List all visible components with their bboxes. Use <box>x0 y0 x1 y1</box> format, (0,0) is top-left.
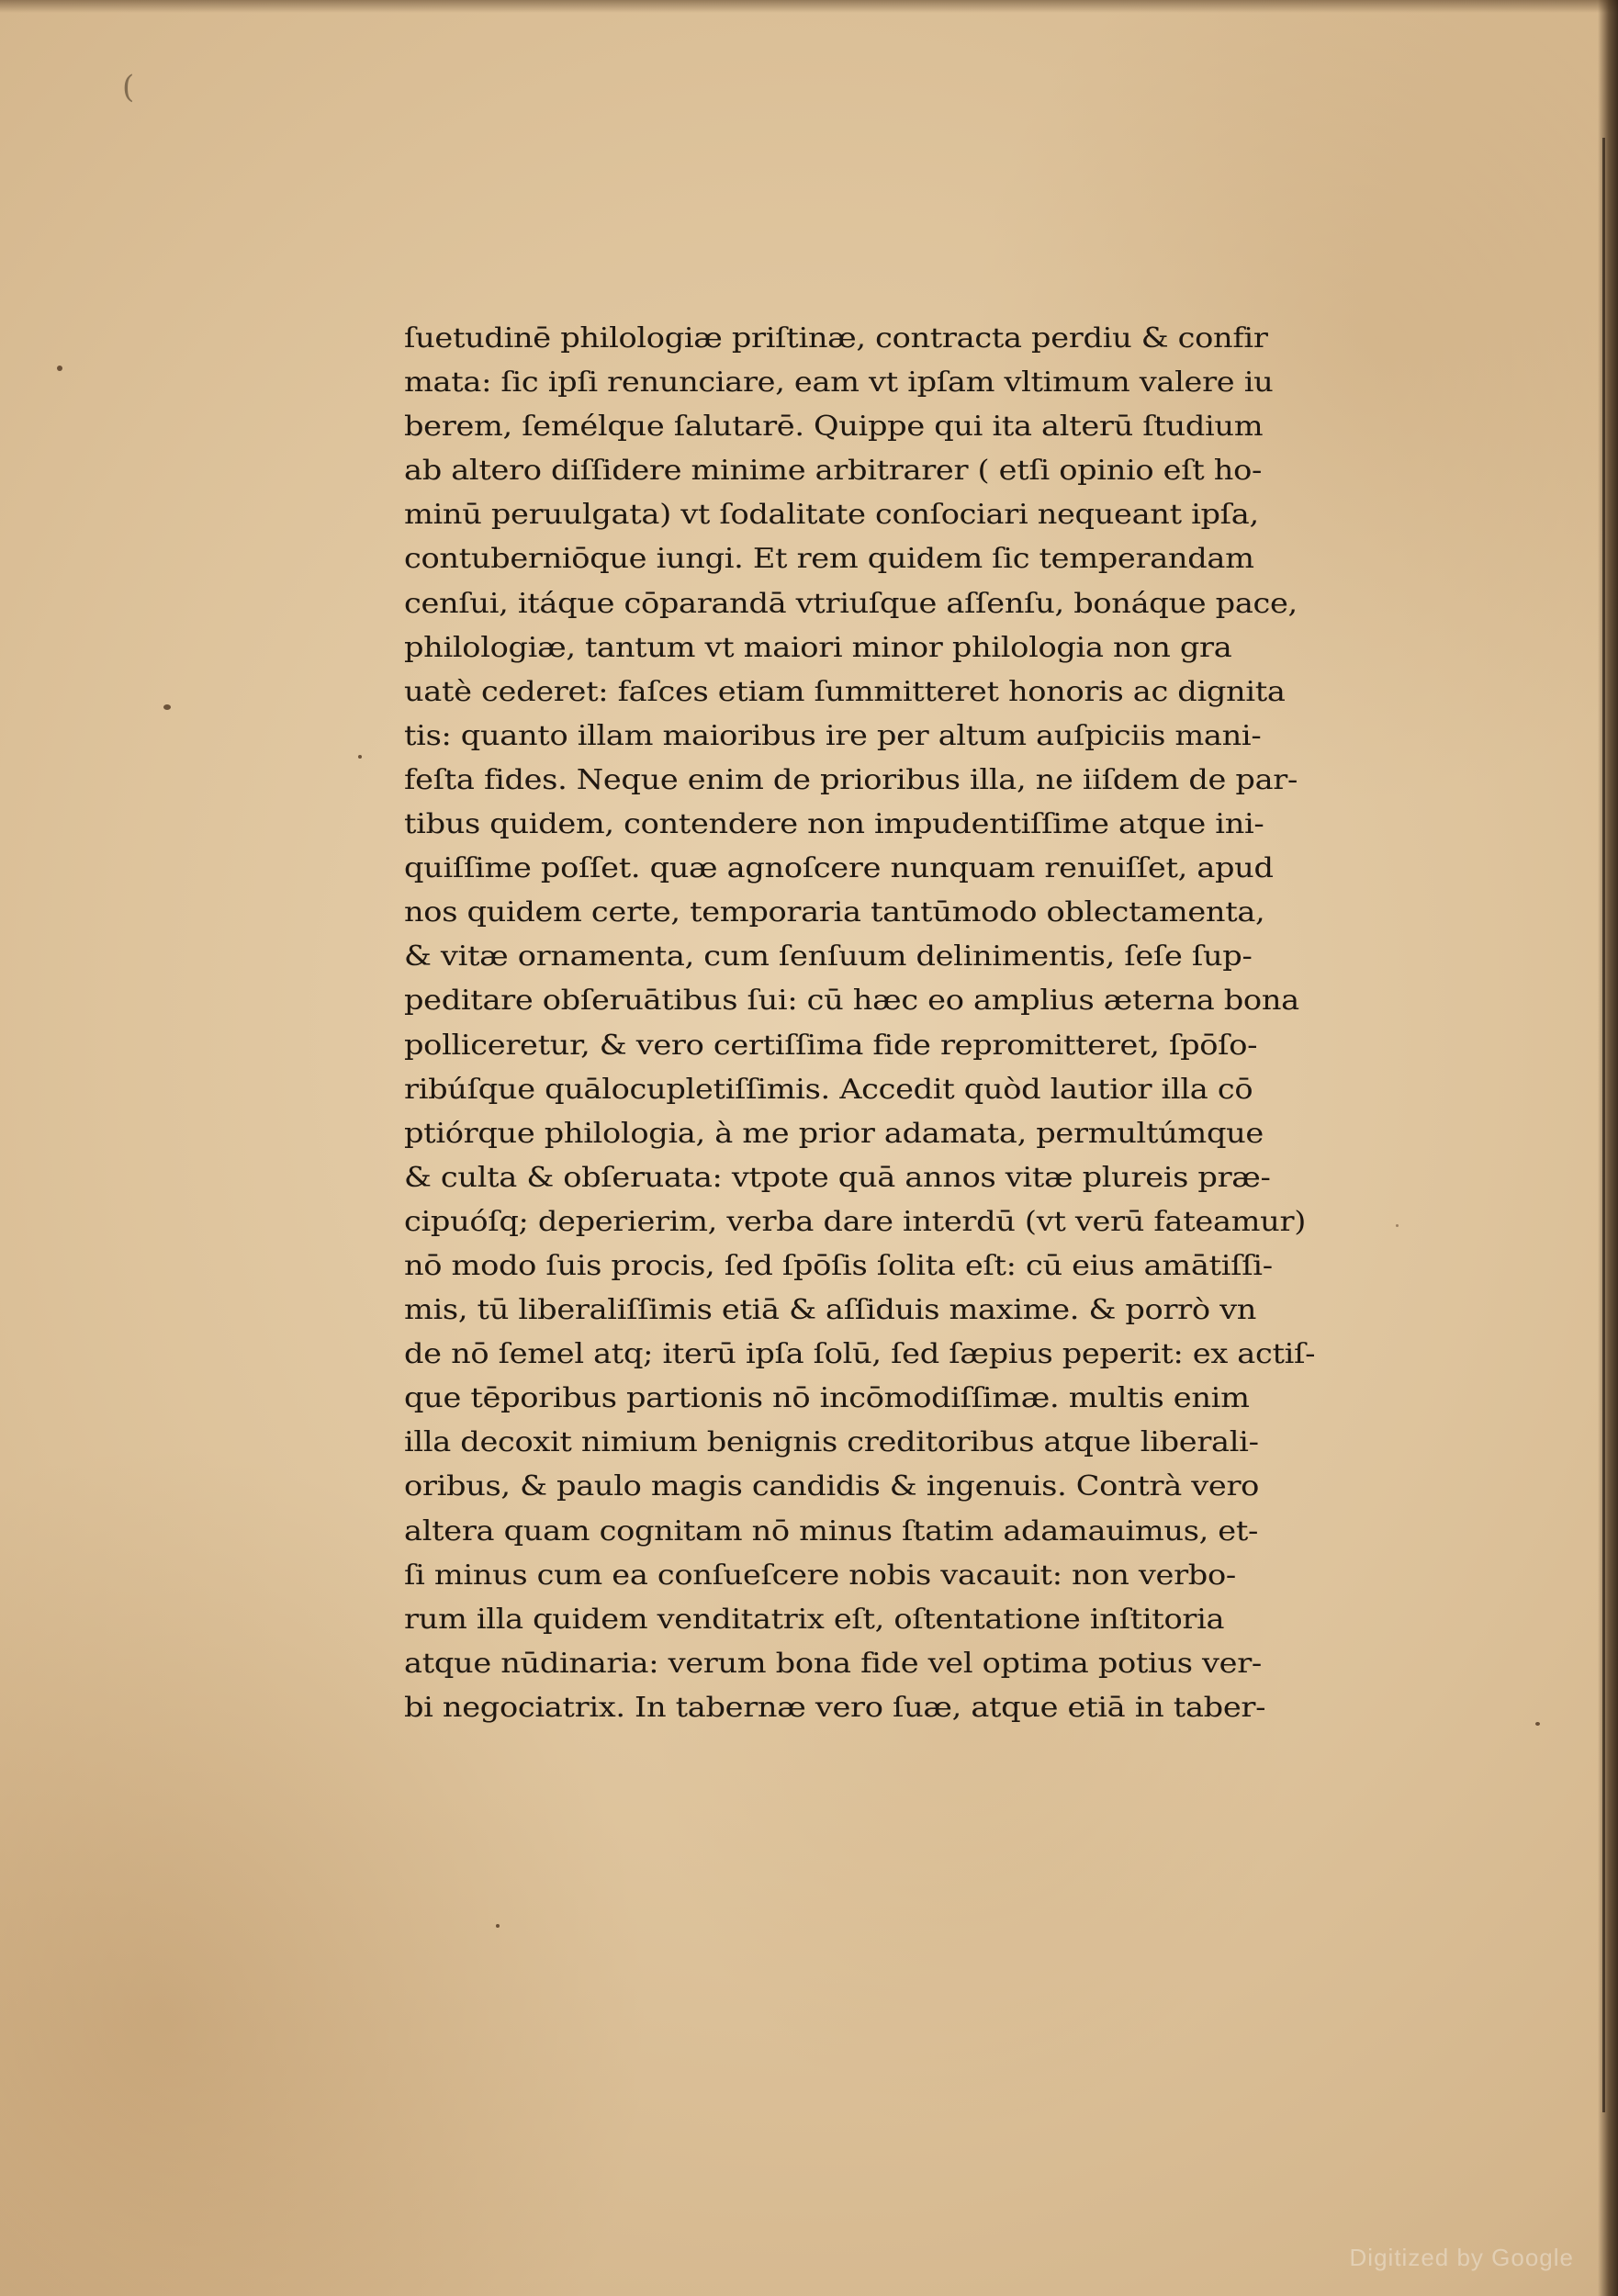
text-line: mis, tū liberaliſſimis etiā & aſſiduis maxime. & porrò vn <box>404 1294 1257 1327</box>
text-line: que tēporibus partionis nō incōmodiſſimæ. multis enim <box>404 1382 1250 1415</box>
text-line: ptiórque philologia, à me prior adamata, permultúmque <box>404 1117 1264 1150</box>
text-line: de nō ſemel atq; iterū ipſa ſolū, ſed ſæpius peperit: ex actiſ- <box>404 1338 1316 1371</box>
text-line: ribúſque quālocupletiſſimis. Accedit quòd lautior illa cō <box>404 1073 1253 1106</box>
text-line: & culta & obſeruata: vtpote quā annos vitæ plureis præ- <box>404 1161 1271 1194</box>
text-line: tis: quanto illam maioribus ire per altum auſpiciis mani- <box>404 719 1262 752</box>
text-line: oribus, & paulo magis candidis & ingenuis. Contrà vero <box>404 1470 1260 1503</box>
text-line: ab altero diſſidere minime arbitrarer ( etſi opinio eſt ho- <box>404 455 1263 488</box>
text-line: nos quidem certe, temporaria tantūmodo oblectamenta, <box>404 896 1265 929</box>
text-line: cenſui, itáque cōparandā vtriuſque aſſenſu, bonáque pace, <box>404 587 1298 620</box>
page-edge-line <box>1602 138 1605 2112</box>
text-line: polliceretur, & vero certiſſima fide repromitteret, ſpōſo- <box>404 1029 1258 1062</box>
text-line: peditare obſeruātibus ſui: cū hæc eo amplius æterna bona <box>404 985 1299 1018</box>
corner-mark: ( <box>122 69 135 106</box>
page-binding-edge <box>1598 0 1618 2296</box>
ink-speck <box>358 755 362 759</box>
text-line: minū peruulgata) vt ſodalitate conſociari nequeant ipſa, <box>404 499 1259 532</box>
text-line: quiſſime poſſet. quæ agnoſcere nunquam renuiſſet, apud <box>404 852 1274 885</box>
text-line: rum illa quidem venditatrix eſt, oſtentatione inſtitoria <box>404 1603 1225 1636</box>
text-line: uatè cederet: faſces etiam ſummitteret honoris ac dignita <box>404 675 1286 708</box>
text-line: cipuóſq; deperierim, verba dare interdū (vt verū fateamur) <box>404 1205 1306 1238</box>
text-line: feſta fides. Neque enim de prioribus illa, ne iiſdem de par- <box>404 763 1298 796</box>
body-text <box>404 317 1387 1730</box>
watermark: Digitized by Google <box>1349 2244 1574 2271</box>
text-line: mata: ſic ipſi renunciare, eam vt ipſam vltimum valere iu <box>404 366 1274 400</box>
text-line: bi negociatrix. In tabernæ vero ſuæ, atque etiā in taber- <box>404 1691 1266 1724</box>
ink-speck <box>57 366 62 371</box>
text-line: berem, ſemélque ſalutarē. Quippe qui ita alterū ſtudium <box>404 411 1264 444</box>
text-line: nō modo ſuis procis, ſed ſpōſis ſolita eſt: cū eius amātiſſi- <box>404 1249 1273 1282</box>
page-top-shadow <box>0 0 1618 13</box>
text-line: altera quam cognitam nō minus ſtatim adamauimus, et- <box>404 1514 1259 1548</box>
ink-speck <box>163 704 171 710</box>
text-line: ſi minus cum ea conſueſcere nobis vacauit: non verbo- <box>404 1559 1236 1592</box>
text-line: tibus quidem, contendere non impudentiſſime atque ini- <box>404 808 1264 841</box>
ink-speck <box>496 1924 500 1928</box>
text-line: illa decoxit nimium benignis creditoribus atque liberali- <box>404 1426 1259 1459</box>
text-line: ſuetudinē philologiæ priſtinæ, contracta perdiu & confir <box>404 322 1268 355</box>
ink-speck <box>1535 1722 1540 1726</box>
text-line: contuberniōque iungi. Et rem quidem ſic temperandam <box>404 543 1254 576</box>
text-line: & vitæ ornamenta, cum ſenſuum delinimentis, ſeſe ſup- <box>404 940 1253 974</box>
text-line: atque nūdinaria: verum bona fide vel optima potius ver- <box>404 1647 1262 1680</box>
text-line: philologiæ, tantum vt maiori minor philologia non gra <box>404 631 1232 664</box>
